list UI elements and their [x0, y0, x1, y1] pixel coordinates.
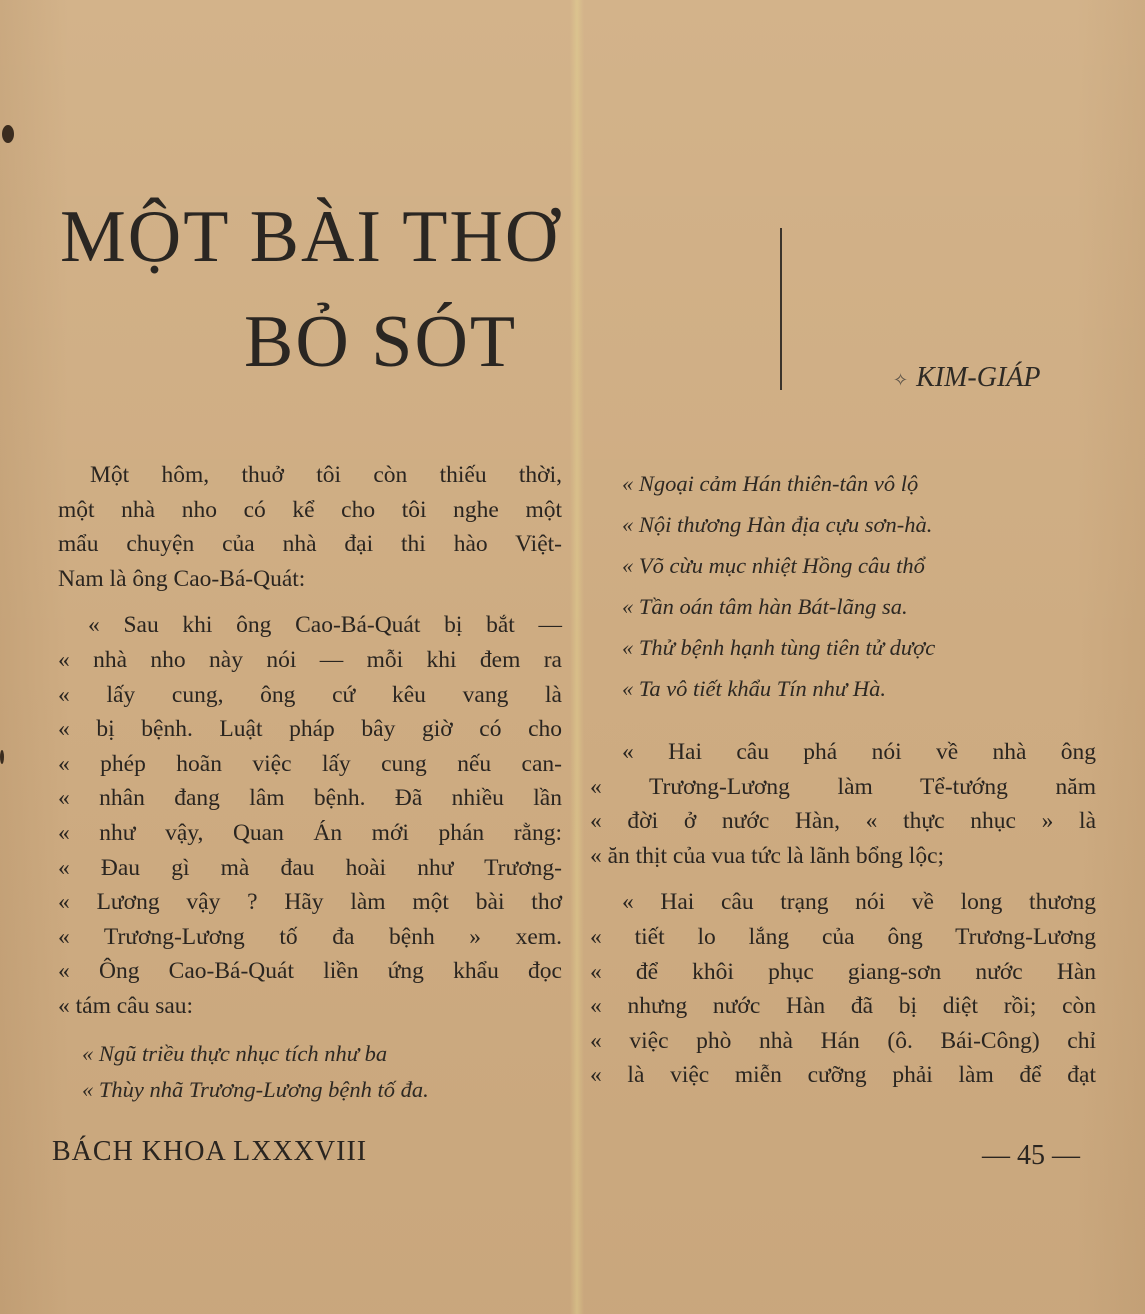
- text-line: « phép hoãn việc lấy cung nếu can-: [58, 750, 562, 777]
- text-line: một nhà nho có kể cho tôi nghe một: [58, 496, 562, 523]
- text-line: « là việc miễn cưỡng phải làm để đạt: [590, 1062, 1096, 1089]
- verse-line: « Ngoại cảm Hán thiên-tân vô lộ: [622, 471, 919, 496]
- verse-line: « Ta vô tiết khẩu Tín như Hà.: [622, 676, 886, 701]
- text-line: « Sau khi ông Cao-Bá-Quát bị bắt —: [88, 612, 562, 639]
- text-line: « tám câu sau:: [58, 992, 194, 1019]
- left-paragraph-2: [58, 608, 562, 1023]
- text-line: mẩu chuyện của nhà đại thi hào Việt-: [58, 531, 562, 558]
- article-title-line-2: BỎ SÓT: [244, 301, 518, 383]
- text-line: « Trương-Lương làm Tể-tướng năm: [590, 773, 1096, 800]
- verse-line: « Tần oán tâm hàn Bát-lãng sa.: [622, 594, 908, 619]
- right-paragraph-1: [590, 735, 1096, 873]
- text-line: « để khôi phục giang-sơn nước Hàn: [590, 958, 1096, 985]
- text-line: « Hai câu trạng nói về long thương: [622, 889, 1096, 916]
- text-line: « Trương-Lương tố đa bệnh » xem.: [58, 923, 562, 950]
- right-paragraph-2: [590, 885, 1096, 1093]
- page-number: — 45 —: [982, 1140, 1080, 1171]
- text-line: « đời ở nước Hàn, « thực nhục » là: [590, 808, 1096, 835]
- text-line: « như vậy, Quan Án mới phán rằng:: [58, 819, 562, 846]
- left-column: [58, 458, 562, 1024]
- verse-line: « Thùy nhã Trương-Lương bệnh tố đa.: [82, 1077, 429, 1102]
- article-title-line-1: MỘT BÀI THƠ: [60, 196, 561, 278]
- star-icon: ✧: [893, 370, 909, 390]
- text-line: « tiết lo lắng của ông Trương-Lương: [590, 923, 1096, 950]
- text-line: Nam là ông Cao-Bá-Quát:: [58, 565, 306, 592]
- verse-line: « Ngũ triều thực nhục tích như ba: [82, 1041, 388, 1066]
- text-line: « Ông Cao-Bá-Quát liền ứng khẩu đọc: [58, 958, 562, 985]
- text-line: « Hai câu phá nói về nhà ông: [622, 739, 1096, 765]
- text-line: « lấy cung, ông cứ kêu vang là: [58, 681, 562, 708]
- text-line: Một hôm, thuở tôi còn thiếu thời,: [90, 462, 562, 488]
- right-verse: [622, 463, 935, 709]
- text-line: « nhân đang lâm bệnh. Đã nhiều lần: [58, 785, 562, 812]
- title-divider: [780, 228, 782, 390]
- text-line: « việc phò nhà Hán (ô. Bái-Công) chỉ: [590, 1027, 1096, 1054]
- verse-line: « Nội thương Hàn địa cựu sơn-hà.: [622, 512, 933, 537]
- right-column: [590, 735, 1096, 1093]
- verse-line: « Võ cừu mục nhiệt Hồng câu thổ: [622, 553, 925, 578]
- page-fold-highlight: [570, 0, 584, 1314]
- verse-line: « Thử bệnh hạnh tùng tiên tử dược: [622, 635, 936, 660]
- left-verse: [82, 1036, 429, 1108]
- author-byline: [893, 362, 1041, 394]
- text-line: « Lương vậy ? Hãy làm một bài thơ: [58, 889, 562, 916]
- text-line: « ăn thịt của vua tức là lãnh bổng lộc;: [590, 842, 945, 869]
- text-line: « bị bệnh. Luật pháp bây giờ có cho: [58, 716, 562, 743]
- text-line: « nhà nho này nói — mỗi khi đem ra: [58, 646, 562, 673]
- text-line: « Đau gì mà đau hoài như Trương-: [58, 854, 562, 881]
- left-paragraph-1: [58, 458, 562, 596]
- ink-mark: [0, 750, 4, 764]
- author-name: KIM-GIÁP: [916, 362, 1041, 393]
- ink-blot: [2, 125, 14, 143]
- magazine-issue: BÁCH KHOA LXXXVIII: [52, 1136, 368, 1167]
- text-line: « nhưng nước Hàn đã bị diệt rồi; còn: [590, 993, 1096, 1020]
